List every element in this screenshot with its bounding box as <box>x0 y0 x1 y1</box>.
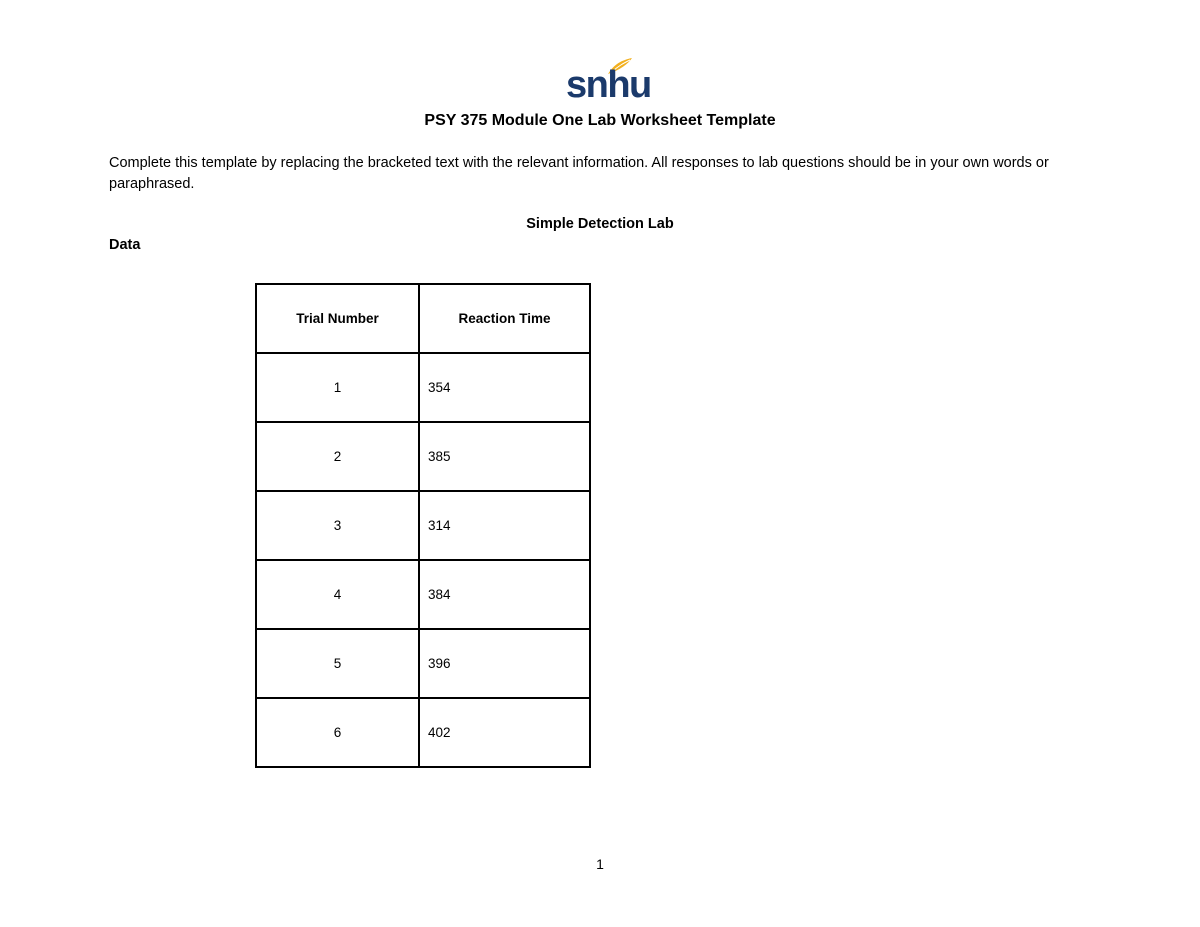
reaction-time-cell[interactable]: 402 <box>419 698 590 767</box>
snhu-logo <box>566 56 651 106</box>
instructions-text: Complete this template by replacing the bracketed text with the relevant information. All responses to lab questions should be in your own words or paraphrased. <box>109 155 1049 192</box>
trial-number-cell: 6 <box>256 698 419 767</box>
reaction-time-cell[interactable]: 385 <box>419 422 590 491</box>
table-row <box>256 353 590 422</box>
trial-number-cell: 4 <box>256 560 419 629</box>
page-title: PSY 375 Module One Lab Worksheet Template <box>424 112 776 129</box>
trial-number-cell: 3 <box>256 491 419 560</box>
table-row <box>256 422 590 491</box>
reaction-time-cell[interactable]: 384 <box>419 560 590 629</box>
table-header-row <box>256 284 590 353</box>
trial-number-cell: 1 <box>256 353 419 422</box>
data-heading: Data <box>109 237 141 253</box>
trial-number-cell: 5 <box>256 629 419 698</box>
reaction-time-cell[interactable]: 314 <box>419 491 590 560</box>
reaction-time-cell[interactable]: 354 <box>419 353 590 422</box>
table-row <box>256 629 590 698</box>
reaction-time-cell[interactable]: 396 <box>419 629 590 698</box>
table-row <box>256 560 590 629</box>
trial-number-cell: 2 <box>256 422 419 491</box>
header-trial-number: Trial Number <box>256 284 419 353</box>
data-table <box>255 283 591 768</box>
table-row <box>256 491 590 560</box>
page-number: 1 <box>596 856 604 872</box>
table-row <box>256 698 590 767</box>
logo-text: snhu <box>566 64 651 106</box>
header-reaction-time: Reaction Time <box>419 284 590 353</box>
lab-title: Simple Detection Lab <box>526 216 674 232</box>
